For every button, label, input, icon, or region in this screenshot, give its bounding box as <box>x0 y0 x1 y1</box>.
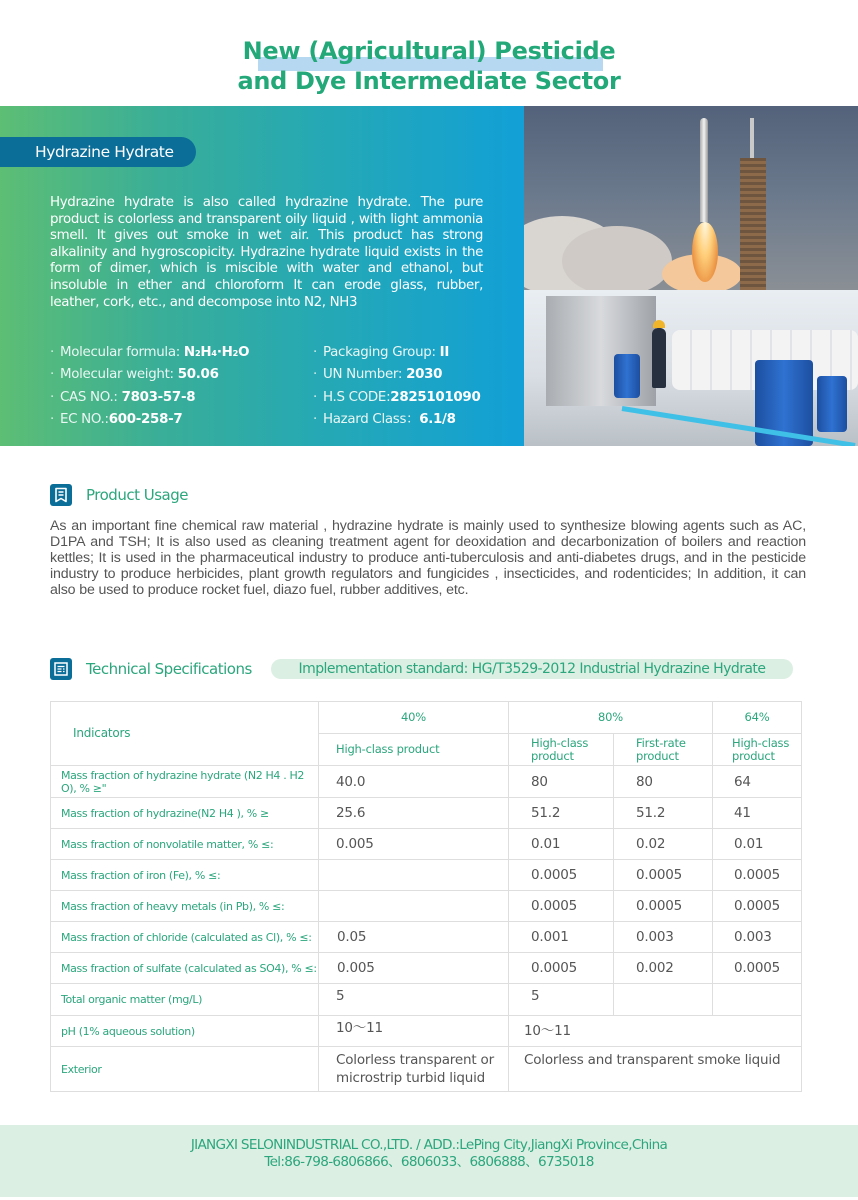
value-80: 5 <box>509 984 614 1016</box>
value-80-high: 0.0005 <box>509 953 614 984</box>
value-80-high: 0.0005 <box>509 860 614 891</box>
product-usage-text: As an important fine chemical raw material , hydrazine hydrate is mainly used to synthesize blowing agents such as AC, D1PA and TSH; It is also used as cleaning treatment agent for deoxidation and decarbonization of boilers and reaction kettles; It is used in the pharmaceutical industry to produce anti-tuberculosis and anti-diabetes drugs, and in the pesticide industry to produce herbicides, plant growth regulators and fungicides , insecticides, and rodenticides; In addition, it can also be used to produce rocket fuel, diazo fuel, rubber additives, etc. <box>50 518 806 599</box>
header-grade-40: 40% <box>319 702 509 734</box>
value-64: 41 <box>713 798 802 829</box>
blue-drum <box>817 376 847 432</box>
implementation-standard-badge: Implementation standard: HG/T3529-2012 Industrial Hydrazine Hydrate <box>271 659 793 679</box>
indicator-cell: Mass fraction of nonvolatile matter, % ≤: <box>51 829 319 860</box>
value-40: 0.05 <box>319 922 509 953</box>
property-molecular-weight: · Molecular weight: 50.06 <box>50 367 219 383</box>
product-photo-collage <box>522 106 858 446</box>
table-row <box>51 860 802 891</box>
value-80-first: 80 <box>614 766 713 798</box>
indicator-cell: Mass fraction of chloride (calculated as Cl), % ≤: <box>51 922 319 953</box>
property-ec-no: · EC NO.:600-258-7 <box>50 411 183 427</box>
value-80-first: 0.0005 <box>614 860 713 891</box>
value-40: 25.6 <box>319 798 509 829</box>
value-80-first: 0.002 <box>614 953 713 984</box>
footer-company-address: JIANGXI SELONINDUSTRIAL CO.,LTD. / ADD.:LePing City,JiangXi Province,China <box>190 1137 668 1153</box>
indicator-cell: Total organic matter (mg/L) <box>51 984 319 1016</box>
indicator-cell: Mass fraction of heavy metals (in Pb), % ≤: <box>51 891 319 922</box>
value-80-first: 0.02 <box>614 829 713 860</box>
indicator-cell: Mass fraction of iron (Fe), % ≤: <box>51 860 319 891</box>
value-40: 40.0 <box>319 766 509 798</box>
value-40: 10～11 <box>319 1016 509 1047</box>
photo-edge <box>522 106 524 446</box>
product-usage-heading <box>50 484 188 506</box>
value-80: Colorless and transparent smoke liquid <box>509 1047 802 1092</box>
value-80-first: 51.2 <box>614 798 713 829</box>
table-row <box>51 922 802 953</box>
title-line-2: and Dye Intermediate Sector <box>237 67 621 95</box>
technical-specifications-heading <box>50 658 252 680</box>
specifications-table <box>50 701 802 1092</box>
indicator-cell: Mass fraction of sulfate (calculated as SO4), % ≤: <box>51 953 319 984</box>
table-row <box>51 798 802 829</box>
value-40: Colorless transparent or microstrip turbid liquid <box>319 1047 509 1092</box>
value-80-first: 0.0005 <box>614 891 713 922</box>
product-intro: Hydrazine hydrate is also called hydrazine hydrate. The pure product is colorless and transparent oily liquid , with light ammonia smell. It gives out smoke in wet air. This product has strong alkalinity and hygroscopicity. Hydrazine hydrate liquid exists in the form of dimer, which is miscible with water and ethanol, but insoluble in ether and chloroform It can erode glass, rubber, leather, cork, etc., and decompose into N2, NH3 <box>50 195 483 310</box>
table-row <box>51 829 802 860</box>
value-40: 0.005 <box>319 829 509 860</box>
value-80-high: 0.01 <box>509 829 614 860</box>
value-40: 0.005 <box>319 953 509 984</box>
product-usage-title: Product Usage <box>86 486 188 504</box>
value-40 <box>319 860 509 891</box>
footer <box>0 1125 858 1197</box>
empty-cell <box>614 984 713 1016</box>
table-row <box>51 1047 802 1092</box>
bookmark-document-icon <box>50 484 72 506</box>
property-hazard-class: · Hazard Class：6.1/8 <box>313 411 456 427</box>
value-80-high: 0.0005 <box>509 891 614 922</box>
worker <box>652 328 666 388</box>
indicator-cell: Mass fraction of hydrazine hydrate (N2 H4 . H2 O), % ≥" <box>51 766 319 798</box>
property-un-number: · UN Number: 2030 <box>313 367 443 383</box>
value-40 <box>319 891 509 922</box>
value-64: 64 <box>713 766 802 798</box>
subheader-80-first-rate: First-rate product <box>614 734 713 766</box>
rocket <box>700 118 708 222</box>
empty-cell <box>713 984 802 1016</box>
value-80-high: 80 <box>509 766 614 798</box>
table-row <box>51 766 802 798</box>
value-64: 0.0005 <box>713 891 802 922</box>
table-row <box>51 1016 802 1047</box>
value-80-high: 0.001 <box>509 922 614 953</box>
subheader-80-high-class: High-class product <box>509 734 614 766</box>
header-grade-80: 80% <box>509 702 713 734</box>
page-title <box>0 36 858 96</box>
subheader-64-high-class: High-class product <box>713 734 802 766</box>
table-header-row <box>51 702 802 734</box>
indicator-cell: Mass fraction of hydrazine(N2 H4 ), % ≥ <box>51 798 319 829</box>
indicator-cell: pH (1% aqueous solution) <box>51 1016 319 1047</box>
subheader-40-high-class: High-class product <box>319 734 509 766</box>
property-molecular-formula: · Molecular formula: N₂H₄·H₂O <box>50 345 250 360</box>
header-indicators: Indicators <box>51 702 319 766</box>
indicator-cell: Exterior <box>51 1047 319 1092</box>
value-64: 0.0005 <box>713 953 802 984</box>
spec-sheet-icon <box>50 658 72 680</box>
footer-contact <box>0 1125 858 1171</box>
property-hs-code: · H.S CODE:2825101090 <box>313 389 481 405</box>
property-packaging-group: · Packaging Group: II <box>313 345 450 360</box>
table-row <box>51 953 802 984</box>
value-64: 0.0005 <box>713 860 802 891</box>
value-80: 10～11 <box>509 1016 802 1047</box>
table-row <box>51 984 802 1016</box>
title-line-1: New (Agricultural) Pesticide <box>242 37 616 65</box>
rocket-flame <box>692 222 718 282</box>
smoke-cloud <box>562 226 672 296</box>
launch-tower <box>740 158 766 290</box>
product-name-badge: Hydrazine Hydrate <box>0 137 196 167</box>
footer-telephone: Tel:86-798-6806866、6806033、6806888、6735018 <box>264 1154 594 1170</box>
value-40: 5 <box>319 984 509 1016</box>
property-cas-no: · CAS NO.: 7803-57-8 <box>50 389 196 405</box>
technical-specifications-title: Technical Specifications <box>86 660 252 678</box>
value-64: 0.01 <box>713 829 802 860</box>
product-properties <box>50 343 500 429</box>
header-grade-64: 64% <box>713 702 802 734</box>
worker-helmet <box>653 320 665 328</box>
launch-mast <box>750 118 754 158</box>
value-80-first: 0.003 <box>614 922 713 953</box>
blue-drum <box>614 354 640 398</box>
value-80-high: 51.2 <box>509 798 614 829</box>
value-64: 0.003 <box>713 922 802 953</box>
table-row <box>51 891 802 922</box>
